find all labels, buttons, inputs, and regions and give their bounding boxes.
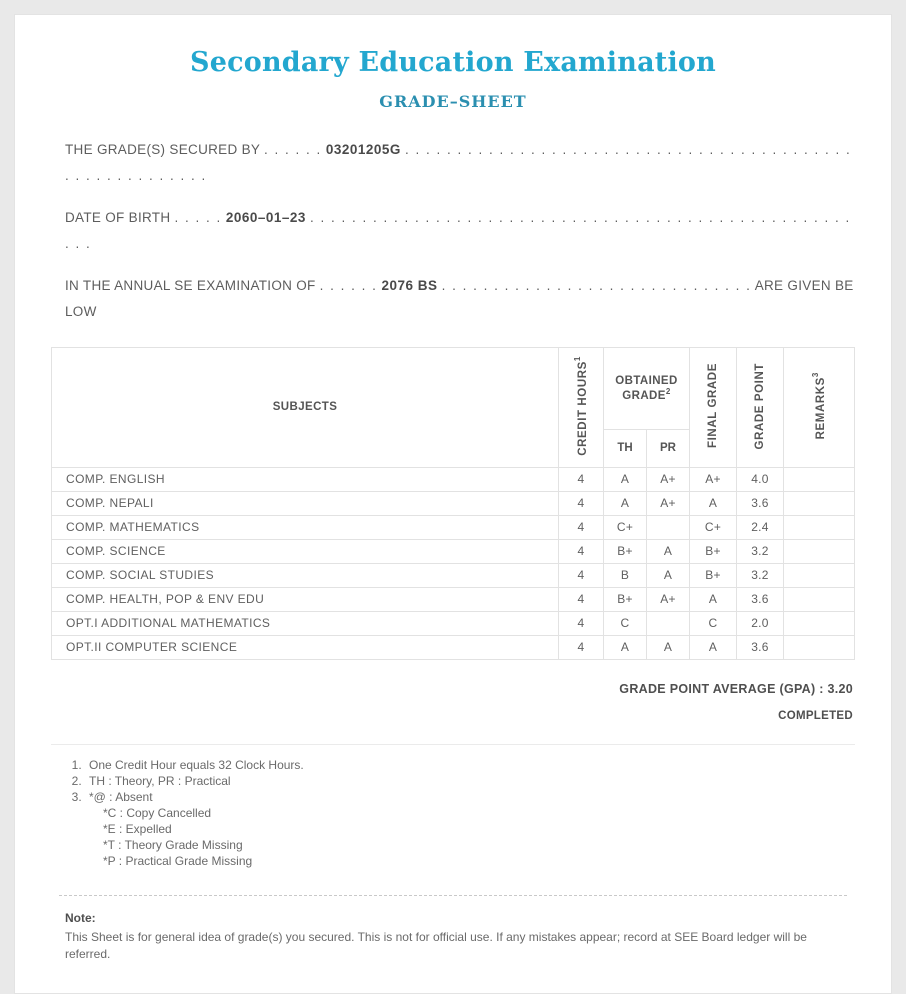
grades-table-body [52, 467, 855, 659]
cell-credit: 4 [559, 467, 604, 491]
cell-pr: A+ [647, 467, 690, 491]
cell-subject: OPT.I ADDITIONAL MATHEMATICS [52, 611, 559, 635]
cell-gp: 3.6 [737, 635, 784, 659]
grades-header-row-1 [52, 348, 855, 430]
table-row [52, 587, 855, 611]
header-remarks-sup: 3 [811, 372, 821, 378]
cell-remarks [784, 587, 855, 611]
cell-final: B+ [690, 539, 737, 563]
cell-remarks [784, 539, 855, 563]
cell-gp: 3.6 [737, 587, 784, 611]
footnote-sublist [89, 805, 855, 869]
table-row [52, 539, 855, 563]
cell-th: C+ [604, 515, 647, 539]
cell-final: A+ [690, 467, 737, 491]
table-row [52, 515, 855, 539]
meta-label-exam-year: IN THE ANNUAL SE EXAMINATION OF [65, 278, 316, 293]
cell-subject: COMP. NEPALI [52, 491, 559, 515]
cell-credit: 4 [559, 587, 604, 611]
header-final-grade-text: FINAL GRADE [707, 363, 719, 449]
cell-pr [647, 515, 690, 539]
final-note-title: Note: [65, 910, 96, 925]
cell-gp: 3.6 [737, 491, 784, 515]
status-badge: COMPLETED [778, 709, 853, 722]
meta-dots-after-exam-year: . . . . . . . . . . . . . . . . . . . . . . . . . . . . . . [441, 278, 752, 293]
cell-remarks [784, 563, 855, 587]
meta-dots-before-student: . . . . . . [264, 142, 322, 157]
header-obtained-grade-sup: 2 [665, 386, 671, 396]
list-item [85, 789, 855, 869]
list-item: 2. TH : Theory, PR : Practical [85, 773, 855, 789]
cell-th: A [604, 467, 647, 491]
meta-dots-before-dob: . . . . . [174, 210, 222, 225]
page-subtitle: GRADE–SHEET [379, 92, 527, 111]
cell-remarks [784, 635, 855, 659]
cell-credit: 4 [559, 611, 604, 635]
cell-gp: 4.0 [737, 467, 784, 491]
grade-sheet-inner [15, 15, 891, 993]
meta-label-student: THE GRADE(S) SECURED BY [65, 142, 260, 157]
footnote-list [51, 757, 855, 869]
cell-remarks [784, 515, 855, 539]
footnotes-section [51, 744, 855, 869]
header-credit-hours-sup: 1 [573, 356, 583, 362]
list-item: *E : Expelled [103, 821, 172, 836]
meta-line-student [51, 137, 855, 189]
header-practical: PR [647, 429, 690, 467]
header-grade-point [737, 348, 784, 468]
meta-value-exam-year: 2076 BS [381, 278, 438, 293]
cell-credit: 4 [559, 635, 604, 659]
cell-remarks [784, 467, 855, 491]
cell-th: A [604, 635, 647, 659]
cell-final: C+ [690, 515, 737, 539]
cell-gp: 3.2 [737, 563, 784, 587]
table-row [52, 635, 855, 659]
cell-subject: OPT.II COMPUTER SCIENCE [52, 635, 559, 659]
meta-value-dob: 2060–01–23 [225, 210, 306, 225]
table-row [52, 563, 855, 587]
cell-credit: 4 [559, 563, 604, 587]
cell-subject: COMP. SCIENCE [52, 539, 559, 563]
table-row [52, 467, 855, 491]
cell-pr: A+ [647, 587, 690, 611]
final-note-body: This Sheet is for general idea of grade(s) you secured. This is not for official use. If any mistakes appear; record at SEE Board ledger will be referred. [65, 929, 807, 961]
header-credit-hours-text [573, 348, 589, 464]
cell-final: A [690, 635, 737, 659]
cell-final: B+ [690, 563, 737, 587]
cell-remarks [784, 491, 855, 515]
list-item: *C : Copy Cancelled [103, 805, 212, 820]
meta-line-dob [51, 205, 855, 257]
list-item: *T : Theory Grade Missing [103, 837, 243, 852]
cell-subject: COMP. HEALTH, POP & ENV EDU [52, 587, 559, 611]
final-note [51, 896, 855, 983]
cell-subject: COMP. ENGLISH [52, 467, 559, 491]
cell-final: A [690, 491, 737, 515]
meta-label-dob: DATE OF BIRTH [65, 210, 171, 225]
header-remarks [784, 348, 855, 468]
cell-th: B+ [604, 539, 647, 563]
header-remarks-label: REMARKS [814, 377, 827, 440]
footnote-absent-text: *@ : Absent [89, 789, 153, 804]
meta-spacer-1 [51, 189, 855, 205]
meta-dots-after-dob: . . . . . . . . . . . . . . . . . . . . . . . . . . . . . . . . . . . . . . . . . . . . . . . . . . . . . . . [65, 210, 851, 251]
cell-pr [647, 611, 690, 635]
header-obtained-grade-label: OBTAINED GRADE [615, 374, 678, 402]
cell-th: A [604, 491, 647, 515]
cell-pr: A [647, 635, 690, 659]
table-row [52, 491, 855, 515]
meta-dots-after-student: . . . . . . . . . . . . . . . . . . . . . . . . . . . . . . . . . . . . . . . . . . . . . . . . . . . . . . . . . [65, 142, 852, 183]
list-item: 1. One Credit Hour equals 32 Clock Hours. [85, 757, 855, 773]
meta-line-exam-year [51, 273, 855, 325]
cell-th: B+ [604, 587, 647, 611]
header-obtained-grade [604, 348, 690, 430]
cell-th: B [604, 563, 647, 587]
meta-tail-exam-year: ARE GIVEN BELOW [65, 278, 854, 319]
cell-credit: 4 [559, 491, 604, 515]
header-remarks-text [811, 364, 827, 447]
cell-final: C [690, 611, 737, 635]
student-meta-block [51, 137, 855, 325]
cell-th: C [604, 611, 647, 635]
cell-gp: 2.0 [737, 611, 784, 635]
cell-remarks [784, 611, 855, 635]
cell-subject: COMP. SOCIAL STUDIES [52, 563, 559, 587]
cell-subject: COMP. MATHEMATICS [52, 515, 559, 539]
meta-spacer-2 [51, 257, 855, 273]
header-grade-point-text: GRADE POINT [754, 362, 766, 450]
meta-dots-before-exam-year: . . . . . . [319, 278, 378, 293]
cell-pr: A [647, 563, 690, 587]
header-credit-hours [559, 348, 604, 468]
header-credit-hours-label: CREDIT HOURS [576, 361, 589, 456]
cell-gp: 3.2 [737, 539, 784, 563]
cell-gp: 2.4 [737, 515, 784, 539]
grades-table-head [52, 348, 855, 468]
cell-credit: 4 [559, 515, 604, 539]
gpa-summary: GRADE POINT AVERAGE (GPA) : 3.20 [619, 681, 853, 696]
list-item: *P : Practical Grade Missing [103, 853, 253, 868]
header-final-grade [690, 348, 737, 468]
grades-table [51, 347, 855, 660]
cell-final: A [690, 587, 737, 611]
cell-pr: A [647, 539, 690, 563]
cell-pr: A+ [647, 491, 690, 515]
meta-value-symbol-number: 03201205G [325, 142, 401, 157]
cell-credit: 4 [559, 539, 604, 563]
header-subjects: SUBJECTS [52, 348, 559, 468]
table-row [52, 611, 855, 635]
grade-sheet-card [14, 14, 892, 994]
page-title: Secondary Education Examination [190, 47, 716, 78]
header-theory: TH [604, 429, 647, 467]
